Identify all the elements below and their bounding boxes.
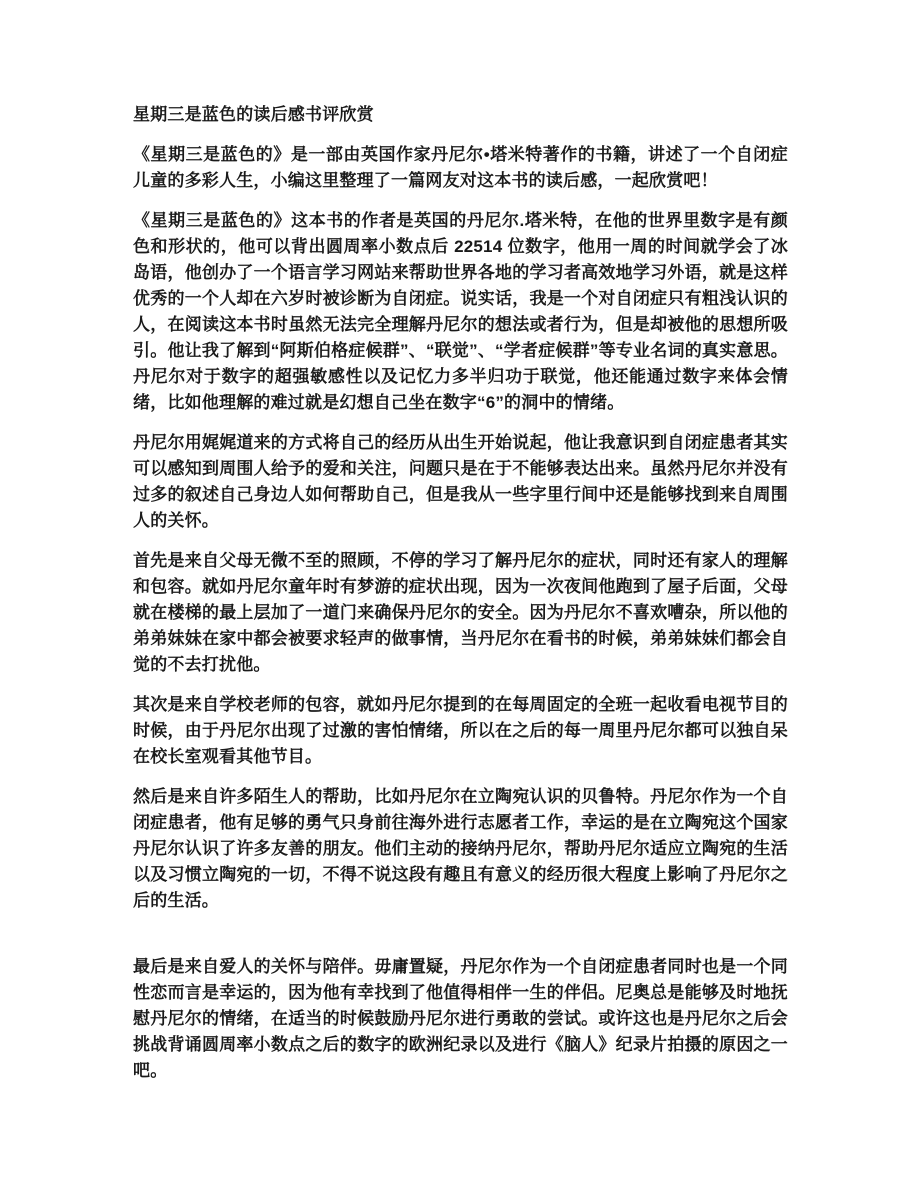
document-title: 星期三是蓝色的读后感书评欣赏 <box>133 105 374 124</box>
paragraph-intro: 《星期三是蓝色的》是一部由英国作家丹尼尔•塔米特著作的书籍，讲述了一个自闭症儿童的多彩人生，小编这里整理了一篇网友对这本书的读后感，一起欣赏吧！ <box>133 145 788 190</box>
paragraph-school-tolerance: 其次是来自学校老师的包容，就如丹尼尔提到的在每周固定的全班一起收看电视节目的时候，由于丹尼尔出现了过激的害怕情绪，所以在之后的每一周里丹尼尔都可以独自呆在校长室观看其他节目。 <box>133 695 788 766</box>
paragraph-strangers-help: 然后是来自许多陌生人的帮助，比如丹尼尔在立陶宛认识的贝鲁特。丹尼尔作为一个自闭症患者，他有足够的勇气只身前往海外进行志愿者工作，幸运的是在立陶宛这个国家丹尼尔认识了许多友善的朋友。他们主动的接纳丹尼尔，帮助丹尼尔适应立陶宛的生活以及习惯立陶宛的一切，不得不说这段有趣且有意义的经历很大程度上影响了丹尼尔之后的生活。 <box>133 787 788 910</box>
paragraph-partner-companionship: 最后是来自爱人的关怀与陪伴。毋庸置疑，丹尼尔作为一个自闭症患者同时也是一个同性恋而言是幸运的，因为他有幸找到了他值得相伴一生的伴侣。尼奥总是能够及时地抚慰丹尼尔的情绪，在适当的时候鼓励丹尼尔进行勇敢的尝试。或许这也是丹尼尔之后会挑战背诵圆周率小数点之后的数字的欧洲纪录以及进行《脑人》纪录片拍摄的原因之一吧。 <box>133 957 788 1080</box>
paragraph-life-story: 丹尼尔用娓娓道来的方式将自己的经历从出生开始说起，他让我意识到自闭症患者其实可以感知到周围人给予的爱和关注，问题只是在于不能够表达出来。虽然丹尼尔并没有过多的叙述自己身边人如何帮助自己，但是我从一些字里行间中还是能够找到来自周围人的关怀。 <box>133 433 788 530</box>
paragraph-author-overview: 《星期三是蓝色的》这本书的作者是英国的丹尼尔.塔米特，在他的世界里数字是有颜色和形状的，他可以背出圆周率小数点后 22514 位数字，他用一周的时间就学会了冰岛语，他创办了一个语言学习网站来帮助世界各地的学习者高效地学习外语，就是这样优秀的一个人却在六岁时被诊断为自闭症。说实话，我是一个对自闭症只有粗浅认识的人，在阅读这本书时虽然无法完全理解丹尼尔的想法或者行为，但是却被他的思想所吸引。他让我了解到“阿斯伯格症候群”、“联觉”、“学者症候群”等专业名词的真实意思。丹尼尔对于数字的超强敏感性以及记忆力多半归功于联觉，他还能通过数字来体会情绪，比如他理解的难过就是幻想自己坐在数字“6”的洞中的情绪。 <box>133 211 788 412</box>
paragraph-family-care: 首先是来自父母无微不至的照顾，不停的学习了解丹尼尔的症状，同时还有家人的理解和包容。就如丹尼尔童年时有梦游的症状出现，因为一次夜间他跑到了屋子后面，父母就在楼梯的最上层加了一道门来确保丹尼尔的安全。因为丹尼尔不喜欢嘈杂，所以他的弟弟妹妹在家中都会被要求轻声的做事情，当丹尼尔在看书的时候，弟弟妹妹们都会自觉的不去打扰他。 <box>133 551 788 674</box>
